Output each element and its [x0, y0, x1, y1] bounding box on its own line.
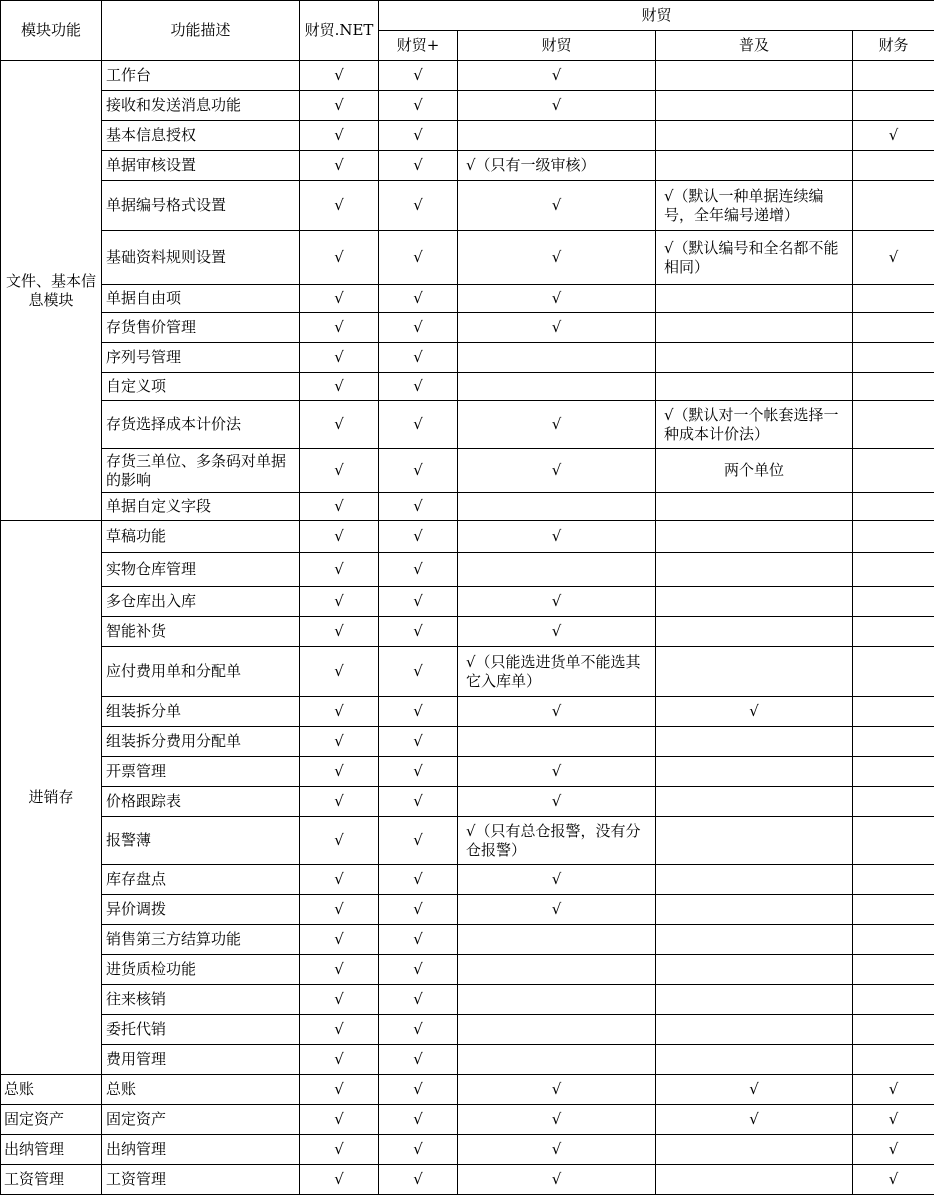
description-cell: 存货三单位、多条码对单据的影响	[102, 449, 300, 493]
plus-cell: √	[379, 895, 458, 925]
table-row	[1, 313, 934, 343]
caiwu-cell	[853, 285, 934, 313]
net-cell: √	[300, 647, 379, 697]
plus-cell: √	[379, 151, 458, 181]
caiwu-cell	[853, 955, 934, 985]
caimao-cell: √（只有一级审核）	[458, 151, 656, 181]
caimao-cell: √	[458, 449, 656, 493]
caimao-cell: √	[458, 1135, 656, 1165]
caiwu-cell	[853, 151, 934, 181]
caiwu-cell	[853, 985, 934, 1015]
caiwu-cell	[853, 493, 934, 521]
table-row	[1, 1045, 934, 1075]
caimao-cell: √	[458, 895, 656, 925]
net-cell: √	[300, 1105, 379, 1135]
plus-cell: √	[379, 1045, 458, 1075]
description-cell: 自定义项	[102, 373, 300, 401]
caimao-cell: √	[458, 697, 656, 727]
net-cell: √	[300, 697, 379, 727]
caiwu-cell: √	[853, 121, 934, 151]
plus-cell: √	[379, 521, 458, 553]
description-cell: 基本信息授权	[102, 121, 300, 151]
table-row	[1, 553, 934, 587]
caimao-cell: √	[458, 865, 656, 895]
table-row	[1, 91, 934, 121]
plus-cell: √	[379, 1015, 458, 1045]
plus-cell: √	[379, 401, 458, 449]
module-cell: 工资管理	[1, 1165, 102, 1195]
description-cell: 报警薄	[102, 817, 300, 865]
caiwu-cell	[853, 817, 934, 865]
description-cell: 组装拆分单	[102, 697, 300, 727]
description-cell: 单据审核设置	[102, 151, 300, 181]
net-cell: √	[300, 231, 379, 285]
plus-cell: √	[379, 697, 458, 727]
header-puji: 普及	[656, 31, 853, 61]
puji-cell: √	[656, 1105, 853, 1135]
table-row	[1, 1165, 934, 1195]
caimao-cell: √	[458, 401, 656, 449]
description-cell: 存货选择成本计价法	[102, 401, 300, 449]
caimao-cell: √	[458, 757, 656, 787]
description-cell: 往来核销	[102, 985, 300, 1015]
net-cell: √	[300, 373, 379, 401]
description-cell: 组装拆分费用分配单	[102, 727, 300, 757]
caimao-cell: √	[458, 1075, 656, 1105]
puji-cell	[656, 985, 853, 1015]
caimao-cell	[458, 493, 656, 521]
net-cell: √	[300, 1135, 379, 1165]
plus-cell: √	[379, 373, 458, 401]
module-cell: 出纳管理	[1, 1135, 102, 1165]
description-cell: 基础资料规则设置	[102, 231, 300, 285]
table-row	[1, 61, 934, 91]
caimao-cell: √（只能选进货单不能选其它入库单）	[458, 647, 656, 697]
puji-cell	[656, 343, 853, 373]
table-row	[1, 925, 934, 955]
plus-cell: √	[379, 181, 458, 231]
caimao-cell: √（只有总仓报警，没有分仓报警）	[458, 817, 656, 865]
plus-cell: √	[379, 449, 458, 493]
net-cell: √	[300, 91, 379, 121]
description-cell: 开票管理	[102, 757, 300, 787]
puji-cell	[656, 313, 853, 343]
puji-cell: √	[656, 1075, 853, 1105]
caiwu-cell: √	[853, 1105, 934, 1135]
plus-cell: √	[379, 865, 458, 895]
description-cell: 委托代销	[102, 1015, 300, 1045]
table-row	[1, 285, 934, 313]
caimao-cell	[458, 1045, 656, 1075]
description-cell: 接收和发送消息功能	[102, 91, 300, 121]
table-row	[1, 373, 934, 401]
puji-cell	[656, 373, 853, 401]
header-row-top	[1, 1, 934, 31]
caiwu-cell	[853, 61, 934, 91]
caimao-cell: √	[458, 617, 656, 647]
puji-cell	[656, 61, 853, 91]
table-row	[1, 401, 934, 449]
description-cell: 总账	[102, 1075, 300, 1105]
table-row	[1, 493, 934, 521]
plus-cell: √	[379, 1135, 458, 1165]
net-cell: √	[300, 1045, 379, 1075]
plus-cell: √	[379, 121, 458, 151]
caiwu-cell	[853, 925, 934, 955]
caimao-cell: √	[458, 787, 656, 817]
net-cell: √	[300, 313, 379, 343]
table-row	[1, 727, 934, 757]
net-cell: √	[300, 1075, 379, 1105]
net-cell: √	[300, 865, 379, 895]
caiwu-cell	[853, 617, 934, 647]
plus-cell: √	[379, 61, 458, 91]
net-cell: √	[300, 61, 379, 91]
description-cell: 序列号管理	[102, 343, 300, 373]
puji-cell	[656, 955, 853, 985]
plus-cell: √	[379, 817, 458, 865]
caimao-cell: √	[458, 313, 656, 343]
puji-cell: 两个单位	[656, 449, 853, 493]
caimao-cell: √	[458, 1105, 656, 1135]
caimao-cell: √	[458, 231, 656, 285]
plus-cell: √	[379, 313, 458, 343]
net-cell: √	[300, 285, 379, 313]
table-row	[1, 343, 934, 373]
table-row	[1, 647, 934, 697]
plus-cell: √	[379, 985, 458, 1015]
caimao-cell: √	[458, 285, 656, 313]
caiwu-cell	[853, 895, 934, 925]
net-cell: √	[300, 181, 379, 231]
puji-cell	[656, 1135, 853, 1165]
caiwu-cell	[853, 587, 934, 617]
table-row	[1, 449, 934, 493]
caimao-cell	[458, 1015, 656, 1045]
description-cell: 库存盘点	[102, 865, 300, 895]
caiwu-cell	[853, 787, 934, 817]
puji-cell	[656, 553, 853, 587]
net-cell: √	[300, 1165, 379, 1195]
puji-cell	[656, 1015, 853, 1045]
net-cell: √	[300, 449, 379, 493]
net-cell: √	[300, 493, 379, 521]
description-cell: 单据自定义字段	[102, 493, 300, 521]
net-cell: √	[300, 757, 379, 787]
caiwu-cell	[853, 553, 934, 587]
module-cell: 总账	[1, 1075, 102, 1105]
net-cell: √	[300, 401, 379, 449]
plus-cell: √	[379, 757, 458, 787]
net-cell: √	[300, 925, 379, 955]
table-row	[1, 985, 934, 1015]
description-cell: 单据编号格式设置	[102, 181, 300, 231]
caiwu-cell	[853, 1045, 934, 1075]
caimao-cell	[458, 553, 656, 587]
puji-cell	[656, 757, 853, 787]
table-row	[1, 151, 934, 181]
table-row	[1, 865, 934, 895]
puji-cell	[656, 617, 853, 647]
table-row	[1, 1135, 934, 1165]
description-cell: 固定资产	[102, 1105, 300, 1135]
caiwu-cell: √	[853, 231, 934, 285]
caimao-cell: √	[458, 181, 656, 231]
puji-cell: √	[656, 697, 853, 727]
puji-cell	[656, 647, 853, 697]
plus-cell: √	[379, 1105, 458, 1135]
description-cell: 应付费用单和分配单	[102, 647, 300, 697]
table-row	[1, 757, 934, 787]
net-cell: √	[300, 343, 379, 373]
description-cell: 多仓库出入库	[102, 587, 300, 617]
description-cell: 智能补货	[102, 617, 300, 647]
description-cell: 单据自由项	[102, 285, 300, 313]
caiwu-cell	[853, 727, 934, 757]
header-caiwu: 财务	[853, 31, 934, 61]
caimao-cell: √	[458, 521, 656, 553]
caiwu-cell	[853, 181, 934, 231]
caiwu-cell	[853, 757, 934, 787]
net-cell: √	[300, 121, 379, 151]
plus-cell: √	[379, 1075, 458, 1105]
table-row	[1, 895, 934, 925]
table-row	[1, 817, 934, 865]
caiwu-cell	[853, 401, 934, 449]
table-row	[1, 1105, 934, 1135]
table-row	[1, 587, 934, 617]
puji-cell	[656, 1165, 853, 1195]
net-cell: √	[300, 587, 379, 617]
puji-cell	[656, 865, 853, 895]
net-cell: √	[300, 521, 379, 553]
puji-cell	[656, 91, 853, 121]
plus-cell: √	[379, 91, 458, 121]
caiwu-cell	[853, 91, 934, 121]
description-cell: 出纳管理	[102, 1135, 300, 1165]
caiwu-cell: √	[853, 1165, 934, 1195]
caiwu-cell	[853, 521, 934, 553]
caimao-cell	[458, 925, 656, 955]
plus-cell: √	[379, 727, 458, 757]
plus-cell: √	[379, 617, 458, 647]
table-row	[1, 121, 934, 151]
puji-cell	[656, 587, 853, 617]
caimao-cell: √	[458, 1165, 656, 1195]
description-cell: 工作台	[102, 61, 300, 91]
description-cell: 费用管理	[102, 1045, 300, 1075]
caimao-cell: √	[458, 91, 656, 121]
table-row	[1, 697, 934, 727]
description-cell: 草稿功能	[102, 521, 300, 553]
puji-cell	[656, 151, 853, 181]
plus-cell: √	[379, 647, 458, 697]
net-cell: √	[300, 985, 379, 1015]
header-module: 模块功能	[1, 1, 102, 61]
puji-cell: √（默认对一个帐套选择一种成本计价法）	[656, 401, 853, 449]
module-cell: 文件、基本信息模块	[1, 61, 102, 521]
table-body	[1, 61, 934, 1195]
puji-cell	[656, 817, 853, 865]
caimao-cell: √	[458, 587, 656, 617]
description-cell: 进货质检功能	[102, 955, 300, 985]
puji-cell	[656, 895, 853, 925]
puji-cell	[656, 521, 853, 553]
puji-cell	[656, 121, 853, 151]
net-cell: √	[300, 895, 379, 925]
table-row	[1, 955, 934, 985]
module-cell: 进销存	[1, 521, 102, 1075]
table-row	[1, 1075, 934, 1105]
caimao-cell	[458, 373, 656, 401]
table-row	[1, 1015, 934, 1045]
plus-cell: √	[379, 925, 458, 955]
plus-cell: √	[379, 587, 458, 617]
plus-cell: √	[379, 493, 458, 521]
puji-cell	[656, 787, 853, 817]
plus-cell: √	[379, 343, 458, 373]
table-row	[1, 521, 934, 553]
table-row	[1, 787, 934, 817]
net-cell: √	[300, 553, 379, 587]
net-cell: √	[300, 1015, 379, 1045]
caimao-cell	[458, 727, 656, 757]
caiwu-cell	[853, 449, 934, 493]
description-cell: 实物仓库管理	[102, 553, 300, 587]
caiwu-cell	[853, 647, 934, 697]
module-cell: 固定资产	[1, 1105, 102, 1135]
header-caimao: 财贸	[458, 31, 656, 61]
puji-cell: √（默认一种单据连续编号，全年编号递增）	[656, 181, 853, 231]
header-net: 财贸.NET	[300, 1, 379, 61]
description-cell: 工资管理	[102, 1165, 300, 1195]
caiwu-cell	[853, 343, 934, 373]
caimao-cell	[458, 985, 656, 1015]
table-row	[1, 181, 934, 231]
caiwu-cell	[853, 697, 934, 727]
puji-cell: √（默认编号和全名都不能相同）	[656, 231, 853, 285]
caiwu-cell	[853, 865, 934, 895]
header-description: 功能描述	[102, 1, 300, 61]
description-cell: 存货售价管理	[102, 313, 300, 343]
caiwu-cell	[853, 373, 934, 401]
puji-cell	[656, 285, 853, 313]
table-row	[1, 617, 934, 647]
puji-cell	[656, 925, 853, 955]
caimao-cell	[458, 121, 656, 151]
header-plus: 财贸+	[379, 31, 458, 61]
caimao-cell: √	[458, 61, 656, 91]
puji-cell	[656, 727, 853, 757]
net-cell: √	[300, 817, 379, 865]
net-cell: √	[300, 727, 379, 757]
plus-cell: √	[379, 955, 458, 985]
caiwu-cell: √	[853, 1135, 934, 1165]
plus-cell: √	[379, 553, 458, 587]
net-cell: √	[300, 787, 379, 817]
caiwu-cell: √	[853, 1075, 934, 1105]
description-cell: 异价调拨	[102, 895, 300, 925]
plus-cell: √	[379, 1165, 458, 1195]
caimao-cell	[458, 955, 656, 985]
caiwu-cell	[853, 1015, 934, 1045]
plus-cell: √	[379, 787, 458, 817]
description-cell: 价格跟踪表	[102, 787, 300, 817]
puji-cell	[656, 493, 853, 521]
caiwu-cell	[853, 313, 934, 343]
caimao-cell	[458, 343, 656, 373]
puji-cell	[656, 1045, 853, 1075]
net-cell: √	[300, 955, 379, 985]
table-row	[1, 231, 934, 285]
net-cell: √	[300, 151, 379, 181]
plus-cell: √	[379, 231, 458, 285]
plus-cell: √	[379, 285, 458, 313]
description-cell: 销售第三方结算功能	[102, 925, 300, 955]
header-group: 财贸	[379, 1, 934, 31]
net-cell: √	[300, 617, 379, 647]
